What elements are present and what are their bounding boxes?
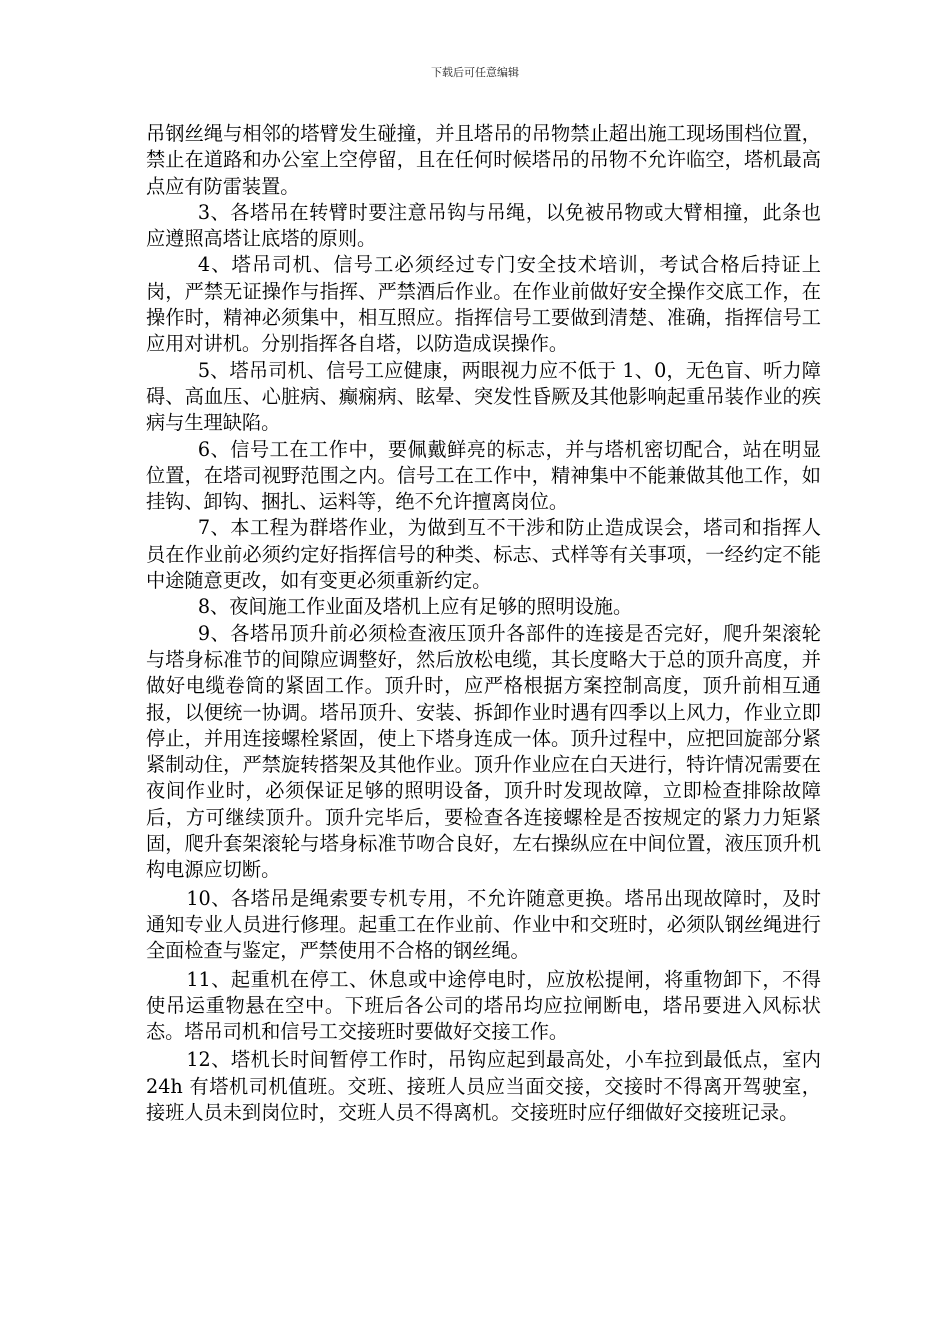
paragraph-item-7: 7、本工程为群塔作业，为做到互不干涉和防止造成误会，塔司和指挥人员在作业前必须约定好指挥信号的种类、标志、式样等有关事项，一经约定不能中途随意更改，如有变更必须重新约定。 bbox=[146, 516, 821, 593]
paragraph-item-8: 8、夜间施工作业面及塔机上应有足够的照明设施。 bbox=[197, 595, 633, 619]
paragraph-item-11: 11、起重机在停工、休息或中途停电时，应放松提闸，将重物卸下，不得使吊运重物悬在空中。下班后各公司的塔吊均应拉闸断电，塔吊要进入风标状态。塔吊司机和信号工交接班时要做好交接工作。 bbox=[146, 967, 821, 1044]
paragraph-item-9: 9、各塔吊顶升前必须检查液压顶升各部件的连接是否完好，爬升架滚轮与塔身标准节的间隙应调整好，然后放松电缆，其长度略大于总的顶升高度，并做好电缆卷筒的紧固工作。顶升时，应严格根据方案控制高度，顶升前相互通报，以便统一协调。塔吊顶升、安装、拆卸作业时遇有四季以上风力，作业立即停止，并用连接螺栓紧固，使上下塔身连成一体。顶升过程中，应把回旋部分紧紧制动住，严禁旋转搭架及其他作业。顶升作业应在白天进行，特许情况需要在夜间作业时，必须保证足够的照明设备，顶升时发现故障，立即检查排除故障后，方可继续顶升。顶升完毕后，要检查各连接螺栓是否按规定的紧力力矩紧固，爬升套架滚轮与塔身标准节吻合良好，左右操纵应在中间位置，液压顶升机构电源应切断。 bbox=[146, 621, 821, 882]
paragraph-item-4: 4、塔吊司机、信号工必须经过专门安全技术培训，考试合格后持证上岗，严禁无证操作与指挥、严禁酒后作业。在作业前做好安全操作交底工作，在操作时，精神必须集中，相互照应。指挥信号工要做到清楚、准确，指挥信号工应用对讲机。分别指挥各自塔，以防造成误操作。 bbox=[146, 253, 821, 356]
page-header: 下载后可任意编辑 bbox=[431, 66, 519, 79]
paragraph-continuation: 吊钢丝绳与相邻的塔臂发生碰撞，并且塔吊的吊物禁止超出施工现场围档位置，禁止在道路和办公室上空停留，且在任何时候塔吊的吊物不允许临空，塔机最高点应有防雷装置。 bbox=[146, 122, 821, 198]
paragraph-item-10: 10、各塔吊是绳索要专机专用，不允许随意更换。塔吊出现故障时，及时通知专业人员进行修理。起重工在作业前、作业中和交班时，必须队钢丝绳进行全面检查与鉴定，严禁使用不合格的钢丝绳。 bbox=[146, 886, 821, 963]
paragraph-item-12: 12、塔机长时间暂停工作时，吊钩应起到最高处，小车拉到最低点，室内 24h 有塔机司机值班。交班、接班人员应当面交接，交接时不得离开驾驶室，接班人员未到岗位时，交班人员不得离机。交接班时应仔细做好交接班记录。 bbox=[146, 1048, 821, 1124]
paragraph-item-3: 3、各塔吊在转臂时要注意吊钩与吊绳，以免被吊物或大臂相撞，此条也应遵照高塔让底塔的原则。 bbox=[146, 200, 821, 251]
paragraph-item-5: 5、塔吊司机、信号工应健康，两眼视力应不低于 1、0，无色盲、听力障碍、高血压、心脏病、癫痫病、眩晕、突发性昏厥及其他影响起重吊装作业的疾病与生理缺陷。 bbox=[146, 358, 821, 435]
paragraph-item-6: 6、信号工在工作中，要佩戴鲜亮的标志，并与塔机密切配合，站在明显位置，在塔司视野范围之内。信号工在工作中，精神集中不能兼做其他工作，如挂钩、卸钩、捆扎、运料等，绝不允许擅离岗位。 bbox=[146, 437, 821, 514]
document-body bbox=[146, 121, 821, 1126]
